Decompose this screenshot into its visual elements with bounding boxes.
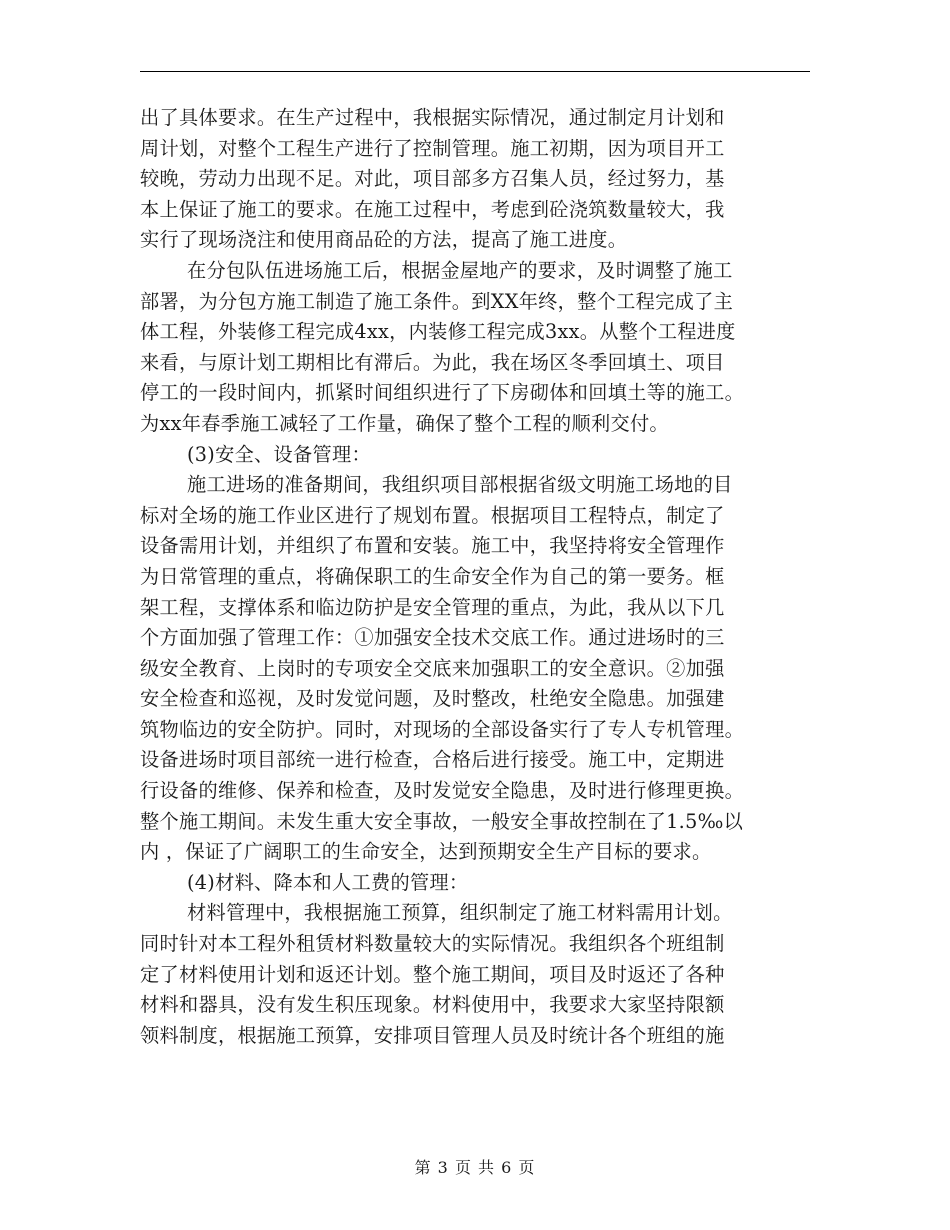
- page-footer: 第 3 页 共 6 页: [414, 1158, 536, 1177]
- text-line: 内 ，保证了广阔职工的生命安全，达到预期安全生产目标的要求。: [140, 840, 712, 864]
- text-line: 在分包队伍进场施工后，根据金屋地产的要求，及时调整了施工: [187, 258, 733, 282]
- text-line: 为日常管理的重点，将确保职工的生命安全作为自己的第一要务。框: [140, 564, 725, 588]
- text-line: 实行了现场浇注和使用商品砼的方法，提高了施工进度。: [140, 228, 628, 252]
- text-line: 部署，为分包方施工制造了施工条件。到XX年终，整个工程完成了主: [140, 289, 734, 313]
- text-line: 整个施工期间。未发生重大安全事故，一般安全事故控制在了1.5‰以: [140, 809, 744, 833]
- text-line: (4)材料、降本和人工费的管理：: [187, 870, 469, 894]
- text-line: 级安全教育、上岗时的专项安全交底来加强职工的安全意识。②加强: [140, 656, 725, 680]
- text-line: 筑物临边的安全防护。同时，对现场的全部设备实行了专人专机管理。: [140, 717, 745, 741]
- text-line: 架工程，支撑体系和临边防护是安全管理的重点，为此，我从以下几: [140, 595, 725, 619]
- text-line: 为xx年春季施工减轻了工作量，确保了整个工程的顺利交付。: [140, 411, 669, 435]
- text-line: 来看，与原计划工期相比有滞后。为此，我在场区冬季回填土、项目: [140, 350, 725, 374]
- text-line: 领料制度，根据施工预算，安排项目管理人员及时统计各个班组的施: [140, 1023, 725, 1047]
- header-rule: [140, 71, 810, 72]
- text-line: 个方面加强了管理工作：①加强安全技术交底工作。通过进场时的三: [140, 626, 725, 650]
- text-line: 安全检查和巡视，及时发觉问题，及时整改，杜绝安全隐患。加强建: [140, 687, 725, 711]
- text-line: 周计划，对整个工程生产进行了控制管理。施工初期，因为项目开工: [140, 136, 725, 160]
- text-line: 设备需用计划，并组织了布置和安装。施工中，我坚持将安全管理作: [140, 534, 725, 558]
- text-line: 较晚，劳动力出现不足。对此，项目部多方召集人员，经过努力，基: [140, 167, 725, 191]
- text-line: 设备进场时项目部统一进行检查，合格后进行接受。施工中，定期进: [140, 748, 725, 772]
- text-line: 出了具体要求。在生产过程中，我根据实际情况，通过制定月计划和: [140, 106, 725, 129]
- text-line: 停工的一段时间内，抓紧时间组织进行了下房砌体和回填土等的施工。: [140, 381, 745, 405]
- text-line: 施工进场的准备期间，我组织项目部根据省级文明施工场地的目: [187, 473, 733, 497]
- text-line: 标对全场的施工作业区进行了规划布置。根据项目工程特点，制定了: [140, 503, 725, 527]
- text-line: 体工程，外装修工程完成4xx，内装修工程完成3xx。从整个工程进度: [140, 320, 736, 344]
- text-line: 定了材料使用计划和返还计划。整个施工期间，项目及时返还了各种: [140, 962, 725, 986]
- text-line: 行设备的维修、保养和检查，及时发觉安全隐患，及时进行修理更换。: [140, 779, 745, 803]
- text-line: (3)安全、设备管理：: [187, 442, 371, 466]
- document-body: [140, 103, 810, 1051]
- text-line: 材料管理中，我根据施工预算，组织制定了施工材料需用计划。: [187, 901, 733, 925]
- text-line: 本上保证了施工的要求。在施工过程中，考虑到砼浇筑数量较大，我: [140, 197, 725, 221]
- text-line: 材料和器具，没有发生积压现象。材料使用中，我要求大家坚持限额: [140, 993, 725, 1017]
- text-line: 同时针对本工程外租赁材料数量较大的实际情况。我组织各个班组制: [140, 932, 725, 956]
